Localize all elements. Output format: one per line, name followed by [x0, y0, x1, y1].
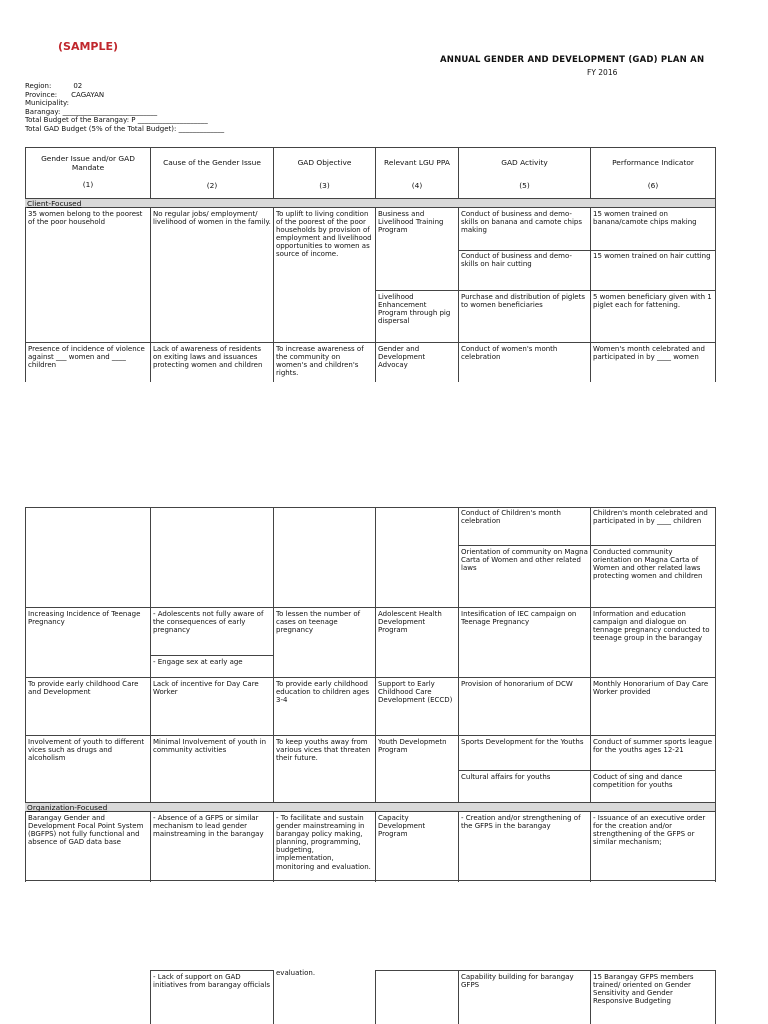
r4-issue: Increasing Incidence of Teenage Pregnancy	[28, 610, 141, 627]
r3-indicator-1: Children's month celebrated and participated in by ____ children	[593, 509, 708, 526]
section-client-focused: Client-Focused	[25, 198, 715, 208]
r6-indicator-2: Coduct of sing and dance competition for youths	[593, 773, 683, 790]
header-col-4	[376, 157, 458, 197]
r1-activity-2: Conduct of business and demo-skills on hair cutting	[461, 252, 572, 269]
header-col-3	[274, 157, 375, 197]
r2-cause: Lack of awareness of residents on exiting laws and issuances protecting women and children	[153, 345, 263, 370]
r1-issue: 35 women belong to the poorest of the poor household	[28, 210, 143, 227]
municipality-line: Municipality:	[25, 99, 70, 108]
document-meta	[25, 82, 224, 134]
r2-objective: To increase awareness of the community on women's and children's rights.	[276, 345, 364, 378]
r1-objective: To uplift to living condition of the poorest of the poor households by provision of employment and livelihood opportunities to women as source of income.	[276, 210, 372, 259]
header-title: Cause of the Gender Issue	[163, 158, 261, 167]
header-num: (4)	[411, 181, 423, 190]
r5-objective: To provide early childhood education to children ages 3-4	[276, 680, 370, 705]
r1-activity-3: Purchase and distribution of piglets to women beneficiaries	[461, 293, 585, 310]
document-title: ANNUAL GENDER AND DEVELOPMENT (GAD) PLAN AN	[440, 55, 705, 65]
r3-activity-2: Orientation of community on Magna Carta of Women and other related laws	[461, 548, 588, 573]
r1-activity-1: Conduct of business and demo-skills on banana and camote chips making	[461, 210, 582, 235]
region-value: 02	[73, 82, 83, 90]
r6-ppa: Youth Developmetn Program	[378, 738, 447, 755]
section-organization-focused: Organization-Focused	[25, 802, 715, 812]
header-title: Performance Indicator	[612, 158, 694, 167]
r7-issue: Barangay Gender and Development Focal Point System (BGFPS) not fully functional and absence of GAD data base	[28, 814, 144, 847]
fiscal-year: FY 2016	[587, 68, 618, 77]
header-num: (2)	[206, 181, 218, 190]
sample-label: (SAMPLE)	[58, 40, 119, 53]
r7-indicator: - Issuance of an executive order for the creation and/or strengthening of the GFPS or similar mechanism;	[593, 814, 706, 847]
r2-indicator: Women's month celebrated and participated in by ____ women	[593, 345, 706, 362]
r6-activity-2: Cultural affairs for youths	[461, 773, 551, 781]
r2-issue: Presence of incidence of violence against ___ women and ____ children	[28, 345, 145, 370]
r2-ppa: Gender and Development Advocay	[378, 345, 426, 370]
r4-cause-1: - Adolescents not fully aware of the consequences of early pregnancy	[153, 610, 264, 635]
r8-indicator: 15 Barangay GFPS members trained/ oriented on Gender Sensitivity and Gender Responsive Budgeting	[593, 973, 694, 1006]
barangay-line: Barangay: ___________________________	[25, 107, 158, 116]
r5-ppa: Support to Early Childhood Care Development (ECCD)	[378, 680, 453, 705]
r7-ppa: Capacity Development Program	[378, 814, 426, 839]
r5-cause: Lack of incentive for Day Care Worker	[153, 680, 259, 697]
r3-indicator-2: Conducted community orientation on Magna Carta of Women and other related laws protecting women and children	[593, 548, 703, 581]
r6-activity-1: Sports Development for the Youths	[461, 738, 584, 746]
r7-activity: - Creation and/or strengthening of the GFPS in the barangay	[461, 814, 581, 831]
r1-indicator-1: 15 women trained on banana/camote chips making	[593, 210, 697, 227]
total-budget-line: Total Budget of the Barangay: P ____________________	[25, 116, 208, 125]
gad-budget-line: Total GAD Budget (5% of the Total Budget): _____________	[25, 124, 225, 133]
header-col-6	[591, 157, 715, 197]
header-title: GAD Activity	[501, 158, 548, 167]
r4-ppa: Adolescent Health Development Program	[378, 610, 442, 635]
r6-cause: Minimal Involvement of youth in community activities	[153, 738, 267, 755]
header-title: Relevant LGU PPA	[384, 158, 450, 167]
r6-objective: To keep youths away from various vices that threaten their future.	[276, 738, 371, 763]
r1-ppa-2: Livelihood Enhancement Program through pig dispersal	[378, 293, 451, 326]
r5-activity: Provision of honorarium of DCW	[461, 680, 573, 688]
region-label: Region:	[25, 82, 52, 90]
header-num: (1)	[82, 180, 94, 189]
region-line	[25, 82, 224, 91]
province-line	[25, 91, 224, 100]
r1-cause: No regular jobs/ employment/ livelihood of women in the family.	[153, 210, 271, 227]
r7-objective: - To facilitate and sustain gender mainstreaming in barangay policy making, planning, programming, budgeting, implementation, monitoring and evaluation.	[276, 814, 371, 871]
header-num: (3)	[319, 181, 330, 190]
r2-activity: Conduct of women's month celebration	[461, 345, 558, 362]
r1-indicator-3: 5 women beneficiary given with 1 piglet each for fattening.	[593, 293, 712, 310]
header-col-2	[151, 157, 273, 197]
header-num: (6)	[647, 181, 659, 190]
header-num: (5)	[519, 181, 530, 190]
r8-cause: - Lack of support on GAD initiatives from barangay officials	[153, 973, 270, 990]
r3-activity-1: Conduct of Children's month celebration	[461, 509, 561, 526]
header-col-1	[26, 153, 150, 198]
header-col-5	[459, 157, 590, 197]
province-label: Province:	[25, 90, 58, 99]
r8-objective-continued: evaluation.	[276, 969, 316, 977]
r6-indicator-1: Conduct of summer sports league for the youths ages 12-21	[593, 738, 713, 755]
r4-objective: To lessen the number of cases on teenage pregnancy	[276, 610, 361, 635]
r4-activity: Intesification of IEC campaign on Teenage Pregnancy	[461, 610, 577, 627]
r6-issue: Involvement of youth to different vices such as drugs and alcoholism	[28, 738, 145, 763]
r5-issue: To provide early childhood Care and Development	[28, 680, 139, 697]
province-value: CAGAYAN	[71, 90, 105, 99]
r1-ppa-1: Business and Livelihood Training Program	[378, 210, 444, 235]
r5-indicator: Monthly Honorarium of Day Care Worker provided	[593, 680, 709, 697]
header-title: Gender Issue and/or GAD Mandate	[41, 154, 135, 172]
r7-cause: - Absence of a GFPS or similar mechanism to lead gender mainstreaming in the barangay	[153, 814, 264, 839]
header-title: GAD Objective	[297, 158, 352, 167]
r4-cause-2: - Engage sex at early age	[153, 658, 243, 666]
r8-activity: Capability building for barangay GFPS	[461, 973, 574, 990]
r4-indicator: Information and education campaign and dialogue on tennage pregnancy conducted to teenage group in the barangay	[593, 610, 710, 643]
r1-indicator-2: 15 women trained on hair cutting	[593, 252, 711, 260]
